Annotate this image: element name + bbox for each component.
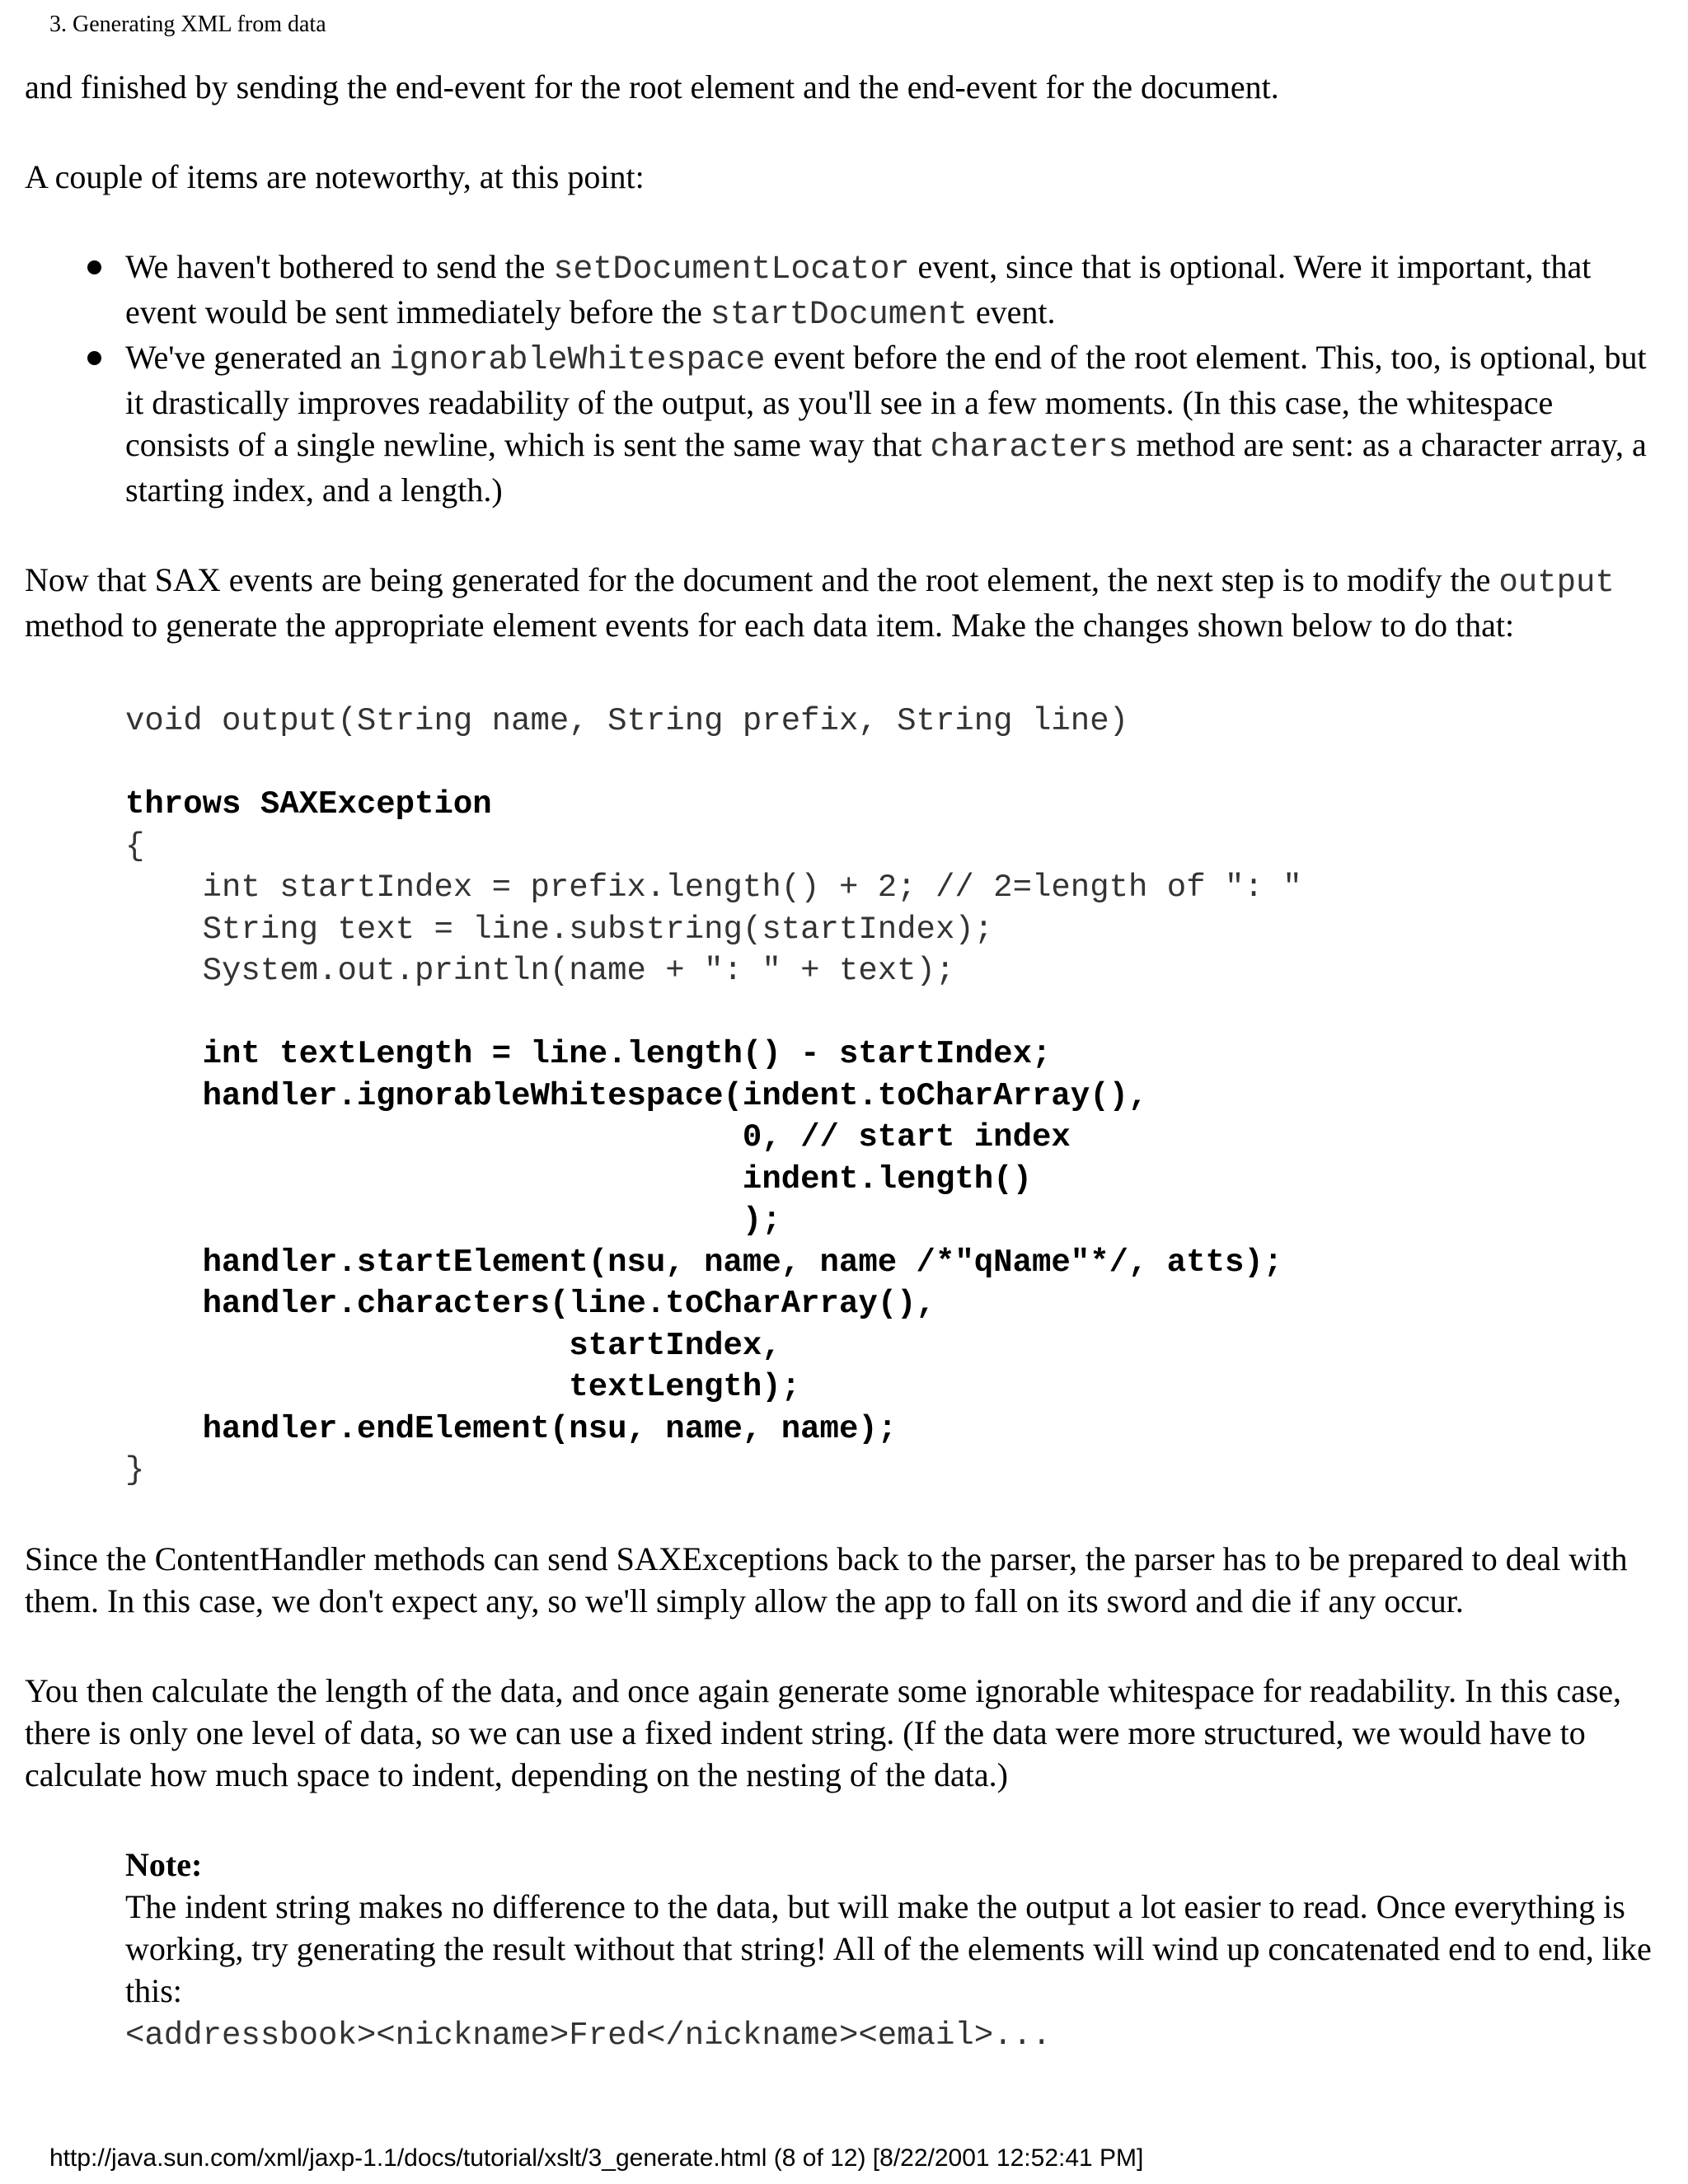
code-line: { xyxy=(125,827,145,865)
inline-code: startDocument xyxy=(710,297,968,334)
page-header-title: 3. Generating XML from data xyxy=(49,12,326,37)
code-line: startIndex, xyxy=(125,1327,781,1364)
bullet-text: method are sent: as a character array, a starting index, and a length.) xyxy=(125,426,1647,509)
note-text: The indent string makes no difference to the data, but will make the output a lot easier to read. Once everything is working, try generating the result without that string! All of the elements will wind up concatenated end to end, like this: xyxy=(125,1887,1652,2009)
code-line: ); xyxy=(125,1202,781,1239)
bullet-icon xyxy=(87,260,101,274)
inline-code: output xyxy=(1498,565,1615,601)
code-line: int startIndex = prefix.length() + 2; // 2=length of ": " xyxy=(125,869,1302,906)
code-line: 0, // start index xyxy=(125,1119,1071,1155)
note-example-code: <addressbook><nickname>Fred</nickname><email>... xyxy=(125,2017,1052,2054)
code-line: handler.ignorableWhitespace(indent.toCharArray(), xyxy=(125,1077,1148,1114)
list-item xyxy=(25,336,1665,511)
paragraph-end-events: and finished by sending the end-event for the root element and the end-event for the document. xyxy=(25,68,1279,105)
code-line: handler.endElement(nsu, name, name); xyxy=(125,1410,898,1447)
note-box xyxy=(25,1844,1665,2057)
inline-code: characters xyxy=(930,429,1128,466)
code-line: textLength); xyxy=(125,1369,801,1405)
bullet-text: event, since that is optional. Were it important, that event would be sent immediately before the xyxy=(125,248,1592,330)
paragraph-sax-exceptions: Since the ContentHandler methods can send SAXExceptions back to the parser, the parser has to be prepared to deal with them. In this case, we don't expect any, so we'll simply allow the app to fall on its sword and die if any occur. xyxy=(25,1540,1628,1619)
inline-code: ignorableWhitespace xyxy=(389,342,766,379)
code-line: String text = line.substring(startIndex); xyxy=(125,911,994,948)
bullet-icon xyxy=(87,351,101,365)
page-footer-url: http://java.sun.com/xml/jaxp-1.1/docs/tutorial/xslt/3_generate.html (8 of 12) [8/22/2001 12:52:41 PM] xyxy=(49,2144,1144,2172)
bullet-text: event. xyxy=(975,293,1056,330)
code-line: handler.startElement(nsu, name, name /*"qName"*/, atts); xyxy=(125,1244,1283,1281)
code-line: int textLength = line.length() - startIndex; xyxy=(125,1036,1052,1072)
paragraph-modify-output xyxy=(25,559,1665,646)
note-title: Note: xyxy=(125,1845,203,1883)
code-line: } xyxy=(125,1452,145,1488)
code-line: System.out.println(name + ": " + text); xyxy=(125,953,955,989)
paragraph-indent-calc: You then calculate the length of the data, and once again generate some ignorable whitespace for readability. In this case, there is only one level of data, so we can use a fixed indent string. (If the data were more structured, we would have to calculate how much space to indent, depending on the nesting of the data.) xyxy=(25,1671,1622,1793)
code-line: throws SAXException xyxy=(125,786,492,823)
paragraph-text: Now that SAX events are being generated for the document and the root element, the next step is to modify the xyxy=(25,561,1491,598)
code-line: handler.characters(line.toCharArray(), xyxy=(125,1286,935,1322)
document-body xyxy=(25,66,1665,2057)
noteworthy-list xyxy=(25,246,1665,511)
bullet-text: We've generated an xyxy=(125,339,382,376)
paragraph-noteworthy-intro: A couple of items are noteworthy, at this point: xyxy=(25,158,645,195)
paragraph-text: method to generate the appropriate element events for each data item. Make the changes shown below to do that: xyxy=(25,607,1515,644)
code-listing xyxy=(25,701,1665,1492)
code-line: indent.length() xyxy=(125,1160,1032,1197)
list-item xyxy=(25,246,1665,336)
code-line: void output(String name, String prefix, String line) xyxy=(125,703,1128,739)
bullet-text: We haven't bothered to send the xyxy=(125,248,546,285)
inline-code: setDocumentLocator xyxy=(553,251,910,288)
bullet-text: event before the end of the root element. This, too, is optional, but it drastically improves readability of the output, as you'll see in a few moments. (In this case, the whitespace consists of a single newline, which is sent the same way that xyxy=(125,339,1647,463)
